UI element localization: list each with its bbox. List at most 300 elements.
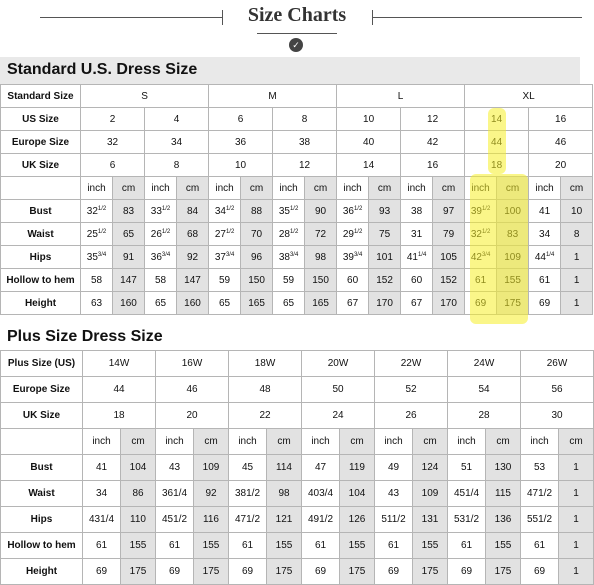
unit-inch: inch <box>529 177 561 200</box>
cm-value: 155 <box>340 533 375 559</box>
inch-fraction: 1/2 <box>353 205 363 212</box>
check-badge-icon: ✓ <box>289 38 303 52</box>
cm-value: 121 <box>267 507 302 533</box>
inch-value <box>81 223 113 246</box>
inch-value: 471/2 <box>521 481 559 507</box>
plus-measure-row-bust <box>1 455 594 481</box>
uk-size-value: 10 <box>209 154 273 177</box>
cm-value: 68 <box>177 223 209 246</box>
plus-europe-size-row <box>1 377 594 403</box>
inch-fraction: 1/2 <box>289 228 299 235</box>
cm-value: 98 <box>305 246 337 269</box>
inch-value <box>273 200 305 223</box>
inch-whole: 65 <box>218 297 231 309</box>
plus-size-value: 14W <box>83 351 156 377</box>
cm-value: 155 <box>413 533 448 559</box>
size-group-l: L <box>337 85 465 108</box>
inch-value <box>337 269 369 292</box>
us-size-value: 2 <box>81 108 145 131</box>
inch-whole: 38 <box>278 251 290 263</box>
inch-whole: 41 <box>406 251 418 263</box>
cm-value: 160 <box>177 292 209 315</box>
inch-value: 34 <box>83 481 121 507</box>
cm-value: 92 <box>177 246 209 269</box>
inch-whole: 59 <box>218 274 231 286</box>
us-size-value: 10 <box>337 108 401 131</box>
inch-value <box>273 269 305 292</box>
plus-size-value: 20W <box>302 351 375 377</box>
plus-size-table <box>0 350 594 585</box>
cm-value: 88 <box>241 200 273 223</box>
cm-value: 104 <box>340 481 375 507</box>
inch-whole: 37 <box>214 251 226 263</box>
inch-value <box>529 223 561 246</box>
plus-measure-row-height <box>1 559 594 585</box>
measure-label: Bust <box>1 455 83 481</box>
cm-value: 97 <box>433 200 465 223</box>
unit-inch: inch <box>83 429 121 455</box>
inch-value <box>401 246 433 269</box>
uk-size-value: 20 <box>529 154 593 177</box>
unit-row-blank <box>1 429 83 455</box>
cm-value: 1 <box>561 246 593 269</box>
inch-whole: 65 <box>282 297 295 309</box>
unit-inch: inch <box>81 177 113 200</box>
inch-value: 61 <box>448 533 486 559</box>
cm-value: 131 <box>413 507 448 533</box>
cm-value: 1 <box>559 533 594 559</box>
unit-inch: inch <box>273 177 305 200</box>
inch-value: 451/2 <box>156 507 194 533</box>
inch-value <box>529 246 561 269</box>
cm-value: 1 <box>559 481 594 507</box>
cm-value: 155 <box>194 533 229 559</box>
inch-value: 69 <box>83 559 121 585</box>
cm-value: 170 <box>433 292 465 315</box>
cm-value: 92 <box>194 481 229 507</box>
cm-value: 90 <box>305 200 337 223</box>
unit-inch: inch <box>337 177 369 200</box>
inch-value <box>401 292 433 315</box>
unit-cm: cm <box>413 429 448 455</box>
cm-value: 130 <box>486 455 521 481</box>
inch-whole: 36 <box>342 205 354 217</box>
standard-size-label: Standard Size <box>1 85 81 108</box>
cm-value: 114 <box>267 455 302 481</box>
europe-size-value: 34 <box>145 131 209 154</box>
plus-uk-size-value: 24 <box>302 403 375 429</box>
cm-value: 124 <box>413 455 448 481</box>
inch-value <box>401 269 433 292</box>
cm-value: 1 <box>559 455 594 481</box>
cm-value: 170 <box>369 292 401 315</box>
unit-inch: inch <box>156 429 194 455</box>
inch-whole: 61 <box>539 274 551 286</box>
europe-size-value: 46 <box>529 131 593 154</box>
inch-value: 511/2 <box>375 507 413 533</box>
inch-value: 403/4 <box>302 481 340 507</box>
cm-value: 175 <box>121 559 156 585</box>
cm-value: 109 <box>413 481 448 507</box>
europe-size-value: 32 <box>81 131 145 154</box>
unit-row-blank <box>1 177 81 200</box>
standard-size-row <box>1 85 593 108</box>
inch-value <box>337 223 369 246</box>
plus-measure-row-waist <box>1 481 594 507</box>
cm-value: 72 <box>305 223 337 246</box>
size-group-m: M <box>209 85 337 108</box>
plus-size-value: 18W <box>229 351 302 377</box>
inch-value: 41 <box>83 455 121 481</box>
cm-value: 96 <box>241 246 273 269</box>
us-size-value: 12 <box>401 108 465 131</box>
unit-cm: cm <box>340 429 375 455</box>
plus-size-value: 16W <box>156 351 229 377</box>
inch-whole: 35 <box>278 205 290 217</box>
inch-value <box>529 292 561 315</box>
us-size-value: 8 <box>273 108 337 131</box>
unit-inch: inch <box>401 177 433 200</box>
inch-value: 61 <box>521 533 559 559</box>
inch-fraction: 1/2 <box>289 205 299 212</box>
inch-fraction: 3/4 <box>289 251 299 258</box>
standard-section-title: Standard U.S. Dress Size <box>7 61 198 78</box>
cm-value: 101 <box>369 246 401 269</box>
inch-value: 431/4 <box>83 507 121 533</box>
inch-whole: 35 <box>86 251 98 263</box>
us-size-label: US Size <box>1 108 81 131</box>
plus-measure-row-hips <box>1 507 594 533</box>
cm-value: 160 <box>113 292 145 315</box>
inch-value: 471/2 <box>229 507 267 533</box>
unit-cm: cm <box>561 177 593 200</box>
cm-value: 109 <box>194 455 229 481</box>
uk-size-value: 8 <box>145 154 209 177</box>
plus-size-value: 22W <box>375 351 448 377</box>
measure-label: Waist <box>1 223 81 246</box>
cm-value: 70 <box>241 223 273 246</box>
cm-value: 86 <box>121 481 156 507</box>
inch-fraction: 1/2 <box>97 228 107 235</box>
size-charts-header <box>0 0 580 56</box>
header-line-right <box>372 17 582 18</box>
cm-value: 147 <box>113 269 145 292</box>
inch-whole: 34 <box>539 228 551 240</box>
uk-size-label: UK Size <box>1 154 81 177</box>
inch-fraction: 1/2 <box>225 228 235 235</box>
inch-value: 53 <box>521 455 559 481</box>
inch-whole: 60 <box>347 274 359 286</box>
plus-size-row <box>1 351 594 377</box>
plus-europe-size-value: 50 <box>302 377 375 403</box>
plus-uk-size-value: 18 <box>83 403 156 429</box>
cm-value: 93 <box>369 200 401 223</box>
page-title: Size Charts <box>247 4 347 26</box>
inch-whole: 25 <box>86 228 98 240</box>
cm-value: 165 <box>241 292 273 315</box>
cm-value: 65 <box>113 223 145 246</box>
unit-cm: cm <box>194 429 229 455</box>
cm-value: 83 <box>113 200 145 223</box>
inch-whole: 29 <box>342 228 354 240</box>
inch-whole: 67 <box>411 297 423 309</box>
inch-value <box>209 269 241 292</box>
inch-whole: 26 <box>150 228 162 240</box>
inch-value <box>81 269 113 292</box>
inch-value <box>401 223 433 246</box>
inch-value <box>401 200 433 223</box>
inch-value <box>273 292 305 315</box>
europe-size-label: Europe Size <box>1 131 81 154</box>
inch-value: 43 <box>156 455 194 481</box>
europe-size-value: 38 <box>273 131 337 154</box>
unit-cm: cm <box>241 177 273 200</box>
cm-value: 126 <box>340 507 375 533</box>
us-size-value: 16 <box>529 108 593 131</box>
cm-value: 155 <box>121 533 156 559</box>
inch-value: 381/2 <box>229 481 267 507</box>
cm-value: 84 <box>177 200 209 223</box>
cm-value: 75 <box>369 223 401 246</box>
inch-fraction: 1/4 <box>545 251 555 258</box>
unit-cm: cm <box>486 429 521 455</box>
inch-whole: 65 <box>154 297 167 309</box>
cm-value: 8 <box>561 223 593 246</box>
inch-whole: 58 <box>90 274 103 286</box>
cm-value: 150 <box>241 269 273 292</box>
uk-size-value: 16 <box>401 154 465 177</box>
inch-whole: 60 <box>411 274 423 286</box>
inch-value <box>81 200 113 223</box>
highlight-mark-size14 <box>488 108 506 174</box>
unit-inch: inch <box>229 429 267 455</box>
unit-cm: cm <box>113 177 145 200</box>
measure-label: Hollow to hem <box>1 533 83 559</box>
inch-value <box>209 223 241 246</box>
inch-value: 361/4 <box>156 481 194 507</box>
inch-value: 61 <box>156 533 194 559</box>
inch-value <box>273 223 305 246</box>
unit-inch: inch <box>209 177 241 200</box>
inch-fraction: 1/2 <box>353 228 363 235</box>
cm-value: 175 <box>413 559 448 585</box>
unit-inch: inch <box>145 177 177 200</box>
plus-europe-size-value: 56 <box>521 377 594 403</box>
inch-whole: 32 <box>86 205 98 217</box>
cm-value: 147 <box>177 269 209 292</box>
us-size-value: 6 <box>209 108 273 131</box>
europe-size-value: 40 <box>337 131 401 154</box>
inch-value <box>145 246 177 269</box>
inch-value <box>529 200 561 223</box>
inch-value <box>145 200 177 223</box>
inch-whole: 63 <box>90 297 103 309</box>
inch-whole: 59 <box>282 274 295 286</box>
inch-value: 45 <box>229 455 267 481</box>
inch-fraction: 1/2 <box>161 228 171 235</box>
inch-value: 49 <box>375 455 413 481</box>
inch-value: 61 <box>302 533 340 559</box>
plus-size-value: 26W <box>521 351 594 377</box>
inch-value <box>337 292 369 315</box>
cm-value: 119 <box>340 455 375 481</box>
inch-value <box>337 246 369 269</box>
cm-value: 152 <box>433 269 465 292</box>
title-underline <box>257 33 337 34</box>
plus-uk-size-value: 26 <box>375 403 448 429</box>
measure-label: Hips <box>1 507 83 533</box>
plus-uk-size-value: 30 <box>521 403 594 429</box>
cm-value: 155 <box>267 533 302 559</box>
us-size-value: 4 <box>145 108 209 131</box>
cm-value: 155 <box>486 533 521 559</box>
plus-uk-size-label: UK Size <box>1 403 83 429</box>
cm-value: 175 <box>194 559 229 585</box>
europe-size-value: 42 <box>401 131 465 154</box>
plus-uk-size-value: 22 <box>229 403 302 429</box>
inch-fraction: 1/4 <box>417 251 427 258</box>
inch-value: 551/2 <box>521 507 559 533</box>
inch-value: 61 <box>229 533 267 559</box>
size-group-s: S <box>81 85 209 108</box>
cm-value: 116 <box>194 507 229 533</box>
inch-whole: 58 <box>154 274 167 286</box>
inch-value: 47 <box>302 455 340 481</box>
inch-value <box>529 269 561 292</box>
inch-value <box>81 292 113 315</box>
cm-value: 175 <box>486 559 521 585</box>
plus-europe-size-value: 46 <box>156 377 229 403</box>
inch-value: 69 <box>375 559 413 585</box>
plus-europe-size-value: 54 <box>448 377 521 403</box>
inch-value <box>337 200 369 223</box>
uk-size-value: 12 <box>273 154 337 177</box>
inch-whole: 27 <box>214 228 226 240</box>
inch-value: 69 <box>302 559 340 585</box>
cm-value: 115 <box>486 481 521 507</box>
plus-size-label: Plus Size (US) <box>1 351 83 377</box>
inch-value <box>209 246 241 269</box>
unit-inch: inch <box>448 429 486 455</box>
measure-label: Height <box>1 559 83 585</box>
uk-size-value: 14 <box>337 154 401 177</box>
inch-value: 51 <box>448 455 486 481</box>
cm-value: 175 <box>340 559 375 585</box>
cm-value: 136 <box>486 507 521 533</box>
unit-cm: cm <box>305 177 337 200</box>
measure-label: Waist <box>1 481 83 507</box>
cm-value: 175 <box>267 559 302 585</box>
inch-value: 531/2 <box>448 507 486 533</box>
inch-whole: 39 <box>342 251 354 263</box>
inch-value <box>273 246 305 269</box>
inch-whole: 41 <box>539 205 551 217</box>
cm-value: 104 <box>121 455 156 481</box>
europe-size-value: 36 <box>209 131 273 154</box>
plus-europe-size-value: 48 <box>229 377 302 403</box>
cm-value: 1 <box>559 507 594 533</box>
inch-value: 451/4 <box>448 481 486 507</box>
inch-fraction: 3/4 <box>225 251 235 258</box>
inch-value <box>145 223 177 246</box>
inch-whole: 67 <box>347 297 359 309</box>
cm-value: 10 <box>561 200 593 223</box>
unit-cm: cm <box>369 177 401 200</box>
inch-whole: 34 <box>214 205 226 217</box>
inch-whole: 69 <box>539 297 551 309</box>
inch-value: 43 <box>375 481 413 507</box>
inch-value <box>209 200 241 223</box>
cm-value: 165 <box>305 292 337 315</box>
inch-value: 491/2 <box>302 507 340 533</box>
plus-section-title: Plus Size Dress Size <box>7 328 163 345</box>
inch-value: 69 <box>521 559 559 585</box>
cm-value: 1 <box>561 269 593 292</box>
cm-value: 98 <box>267 481 302 507</box>
cm-value: 110 <box>121 507 156 533</box>
inch-fraction: 1/2 <box>97 205 107 212</box>
plus-unit-row <box>1 429 594 455</box>
inch-value <box>209 292 241 315</box>
plus-uk-size-value: 20 <box>156 403 229 429</box>
cm-value: 1 <box>561 292 593 315</box>
unit-inch: inch <box>521 429 559 455</box>
inch-value <box>145 269 177 292</box>
inch-whole: 36 <box>150 251 162 263</box>
unit-cm: cm <box>267 429 302 455</box>
inch-fraction: 1/2 <box>225 205 235 212</box>
inch-whole: 31 <box>411 228 423 240</box>
plus-uk-size-value: 28 <box>448 403 521 429</box>
size-group-xl: XL <box>465 85 593 108</box>
inch-whole: 38 <box>411 205 423 217</box>
unit-cm: cm <box>121 429 156 455</box>
cm-value: 1 <box>559 559 594 585</box>
inch-whole: 44 <box>534 251 546 263</box>
inch-value: 61 <box>83 533 121 559</box>
plus-europe-size-value: 44 <box>83 377 156 403</box>
measure-label: Hollow to hem <box>1 269 81 292</box>
plus-size-value: 24W <box>448 351 521 377</box>
inch-fraction: 3/4 <box>353 251 363 258</box>
header-line-left <box>40 17 222 18</box>
inch-whole: 33 <box>150 205 162 217</box>
unit-cm: cm <box>177 177 209 200</box>
uk-size-value: 6 <box>81 154 145 177</box>
inch-value: 69 <box>448 559 486 585</box>
plus-uk-size-row <box>1 403 594 429</box>
plus-measure-row-hollow-to-hem <box>1 533 594 559</box>
unit-cm: cm <box>433 177 465 200</box>
inch-fraction: 1/2 <box>161 205 171 212</box>
inch-fraction: 3/4 <box>97 251 107 258</box>
inch-whole: 28 <box>278 228 290 240</box>
cm-value: 79 <box>433 223 465 246</box>
cm-value: 105 <box>433 246 465 269</box>
unit-inch: inch <box>302 429 340 455</box>
highlight-mark-measurements <box>470 174 528 324</box>
cm-value: 91 <box>113 246 145 269</box>
inch-value: 61 <box>375 533 413 559</box>
inch-value <box>145 292 177 315</box>
cm-value: 150 <box>305 269 337 292</box>
inch-value: 69 <box>156 559 194 585</box>
unit-cm: cm <box>559 429 594 455</box>
measure-label: Height <box>1 292 81 315</box>
inch-fraction: 3/4 <box>161 251 171 258</box>
cm-value: 152 <box>369 269 401 292</box>
measure-label: Bust <box>1 200 81 223</box>
